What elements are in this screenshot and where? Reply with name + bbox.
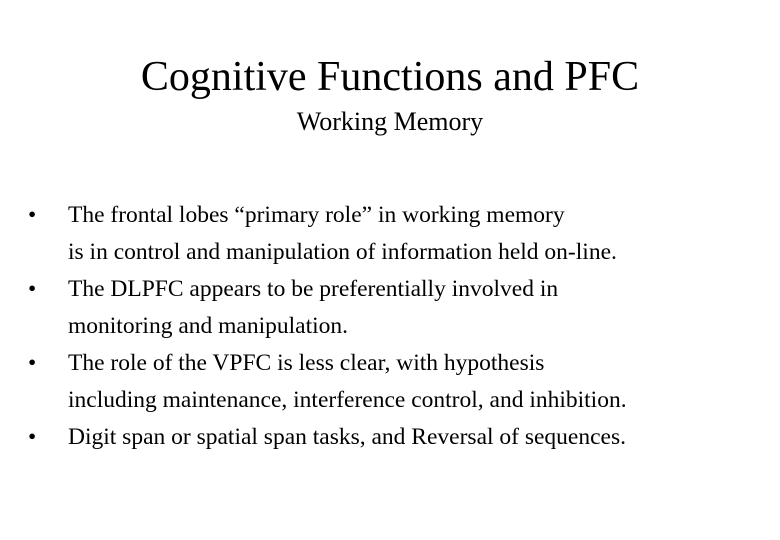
bullet-text-line: The frontal lobes “primary role” in working memory [68,202,565,228]
slide-title: Cognitive Functions and PFC [140,54,640,100]
bullet-icon: • [28,424,37,450]
bullet-icon: • [28,350,37,376]
bullet-item [28,197,758,271]
bullet-text-line: The DLPFC appears to be preferentially involved in [68,276,559,302]
bullet-list [28,197,758,456]
bullet-icon: • [28,202,37,228]
slide-subtitle: Working Memory [296,107,484,136]
bullet-item [28,271,758,345]
bullet-text-line: including maintenance, interference control, and inhibition. [68,387,627,413]
bullet-icon: • [28,276,37,302]
bullet-text-line: is in control and manipulation of information held on-line. [68,239,617,265]
bullet-text-line: monitoring and manipulation. [68,313,349,339]
bullet-text-line: The role of the VPFC is less clear, with hypothesis [68,350,545,376]
bullet-text-line: Digit span or spatial span tasks, and Reversal of sequences. [68,424,626,450]
bullet-item [28,345,758,419]
bullet-item [28,419,758,456]
